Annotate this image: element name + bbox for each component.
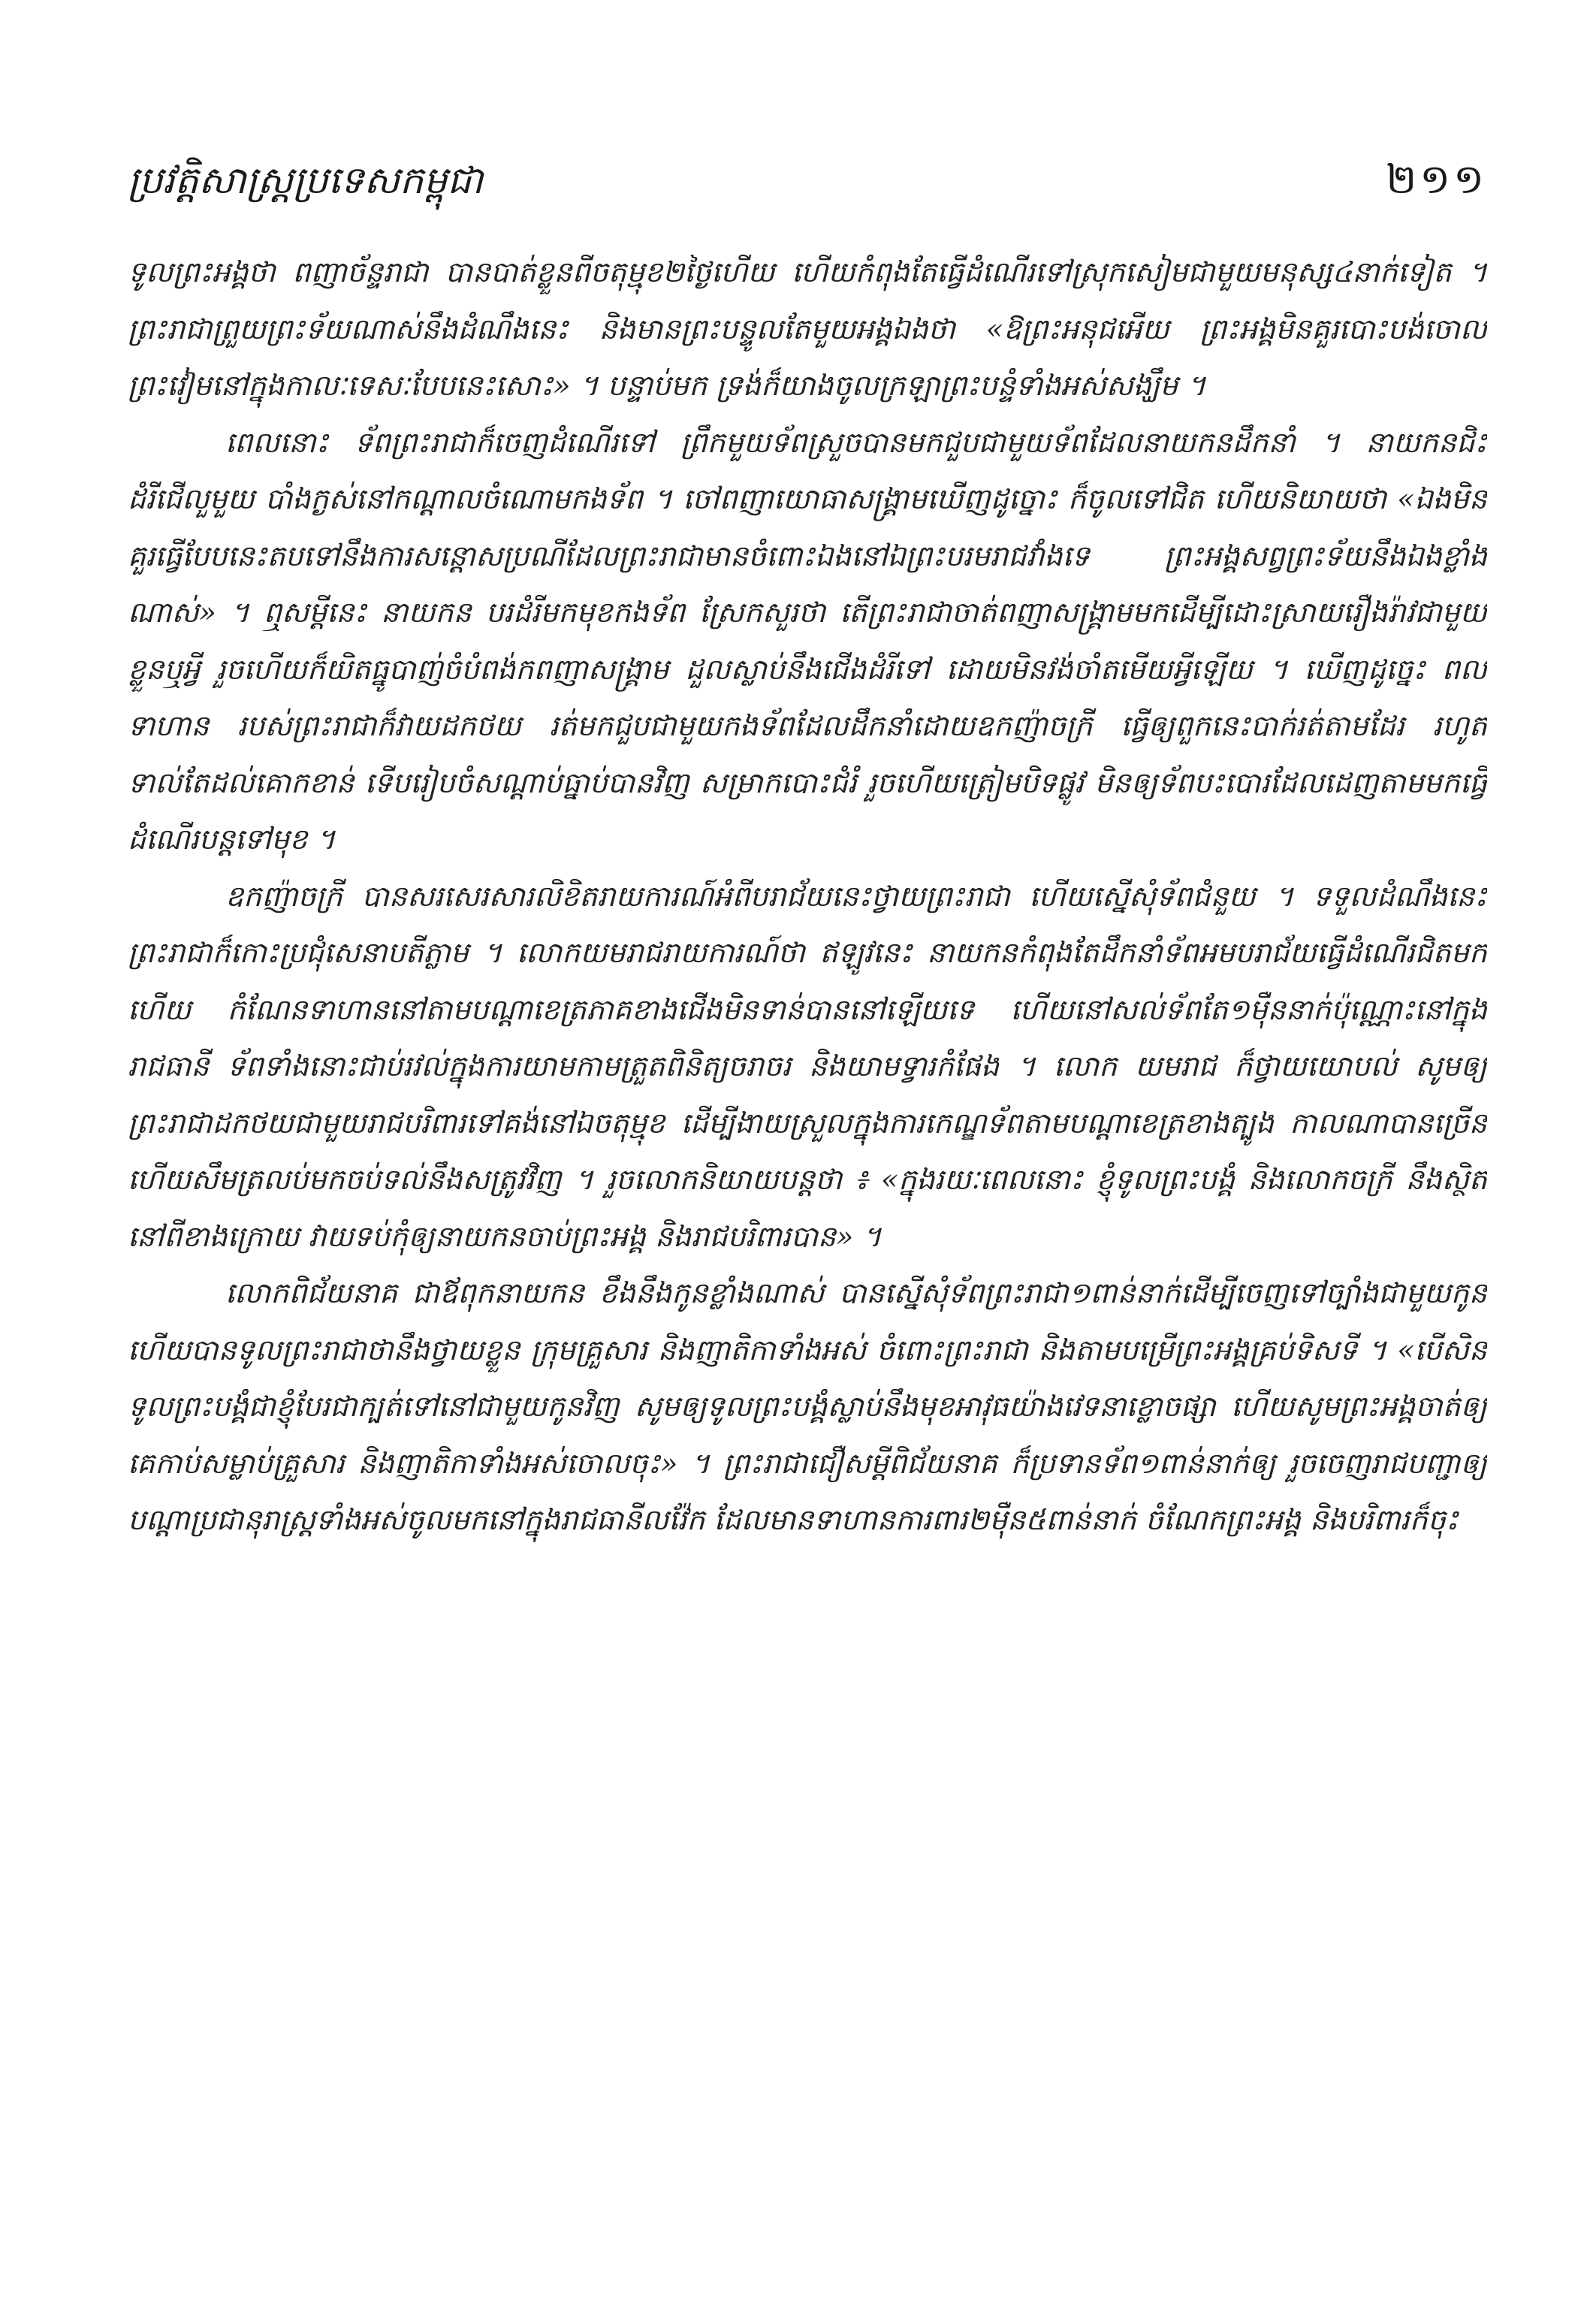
body-text [128, 244, 1487, 2167]
paragraph-2: ពេលនោះ ទ័ពព្រះរាជាក៏ចេញដំណើរទៅ ព្រឹកមួយទ័ពស្រួចបានមកជួបជាមួយទ័ពដែលនាយកនដឹកនាំ ។ នាយកនជិះដំរីជើលួមួយ បាំងក្ងស់នៅកណ្តាលចំណោមកងទ័ព ។ ចៅពញាយោធាសង្គ្រាមឃើញដូច្នោះ ក៏ចូលទៅជិត ហើយនិយាយថា «ឯងមិនគួរធ្វើបែបនេះតបទៅនឹងការសន្តោសប្រណីដែលព្រះរាជាមានចំពោះឯងនៅឯព្រះបរមរាជវាំងទេ ព្រះអង្គសព្វព្រះទ័យនឹងឯងខ្លាំងណាស់» ។ ឮសម្តីនេះ នាយកន បរដំរីមកមុខកងទ័ព ស្រែកសួរថា តើព្រះរាជាចាត់ពញាសង្គ្រាមមកដើម្បីដោះស្រាយរឿងរ៉ាវជាមួយខ្លួនឬអ្វី រួចហើយក៏យិតធ្នូបាញ់ចំបំពង់កពញាសង្គ្រាម ដួលស្លាប់នឹងជើងដំរីទៅ ដោយមិនវង់ចាំតមើយអ្វីឡើយ ។ ឃើញដូច្នេះ ពលទាហាន របស់ព្រះរាជាក៏វាយដកថយ រត់មកជួបជាមួយកងទ័ពដែលដឹកនាំដោយឧកញ៉ាចក្រី ធ្វើឲ្យពួកនេះបាក់រត់តាមដែរ រហូតទាល់តែដល់គោកខាន់ ទើបរៀបចំសណ្តាប់ធ្នាប់បានវិញ សម្រាកបោះជំរំ រួចហើយត្រៀមបិទផ្លូវ មិនឲ្យទ័ពបះបោរដែលដេញតាមមកធ្វើដំណើរបន្តទៅមុខ ។ [128, 425, 1487, 856]
paragraph-3: ឧកញ៉ាចក្រី បានសរសេរសារលិខិតរាយការណ៍អំពីបរាជ័យនេះថ្វាយព្រះរាជា ហើយស្នើសុំទ័ពជំនួយ ។ ទទួលដំណឹងនេះ ព្រះរាជាក៏កោះប្រជុំសេនាបតីភ្លាម ។ លោកយមរាជរាយការណ៍ថា ឥឡូវនេះ នាយកនកំពុងតែដឹកនាំទ័ពអមបរាជ័យធ្វើដំណើរជិតមកហើយ កំណែនទាហាននៅតាមបណ្តាខេត្រភាគខាងជើងមិនទាន់បាននៅឡើយទេ ហើយនៅសល់ទ័ពតែ១ម៉ឺននាក់ប៉ុណ្ណោះនៅក្នុងរាជធានី ទ័ពទាំងនោះជាប់រវល់ក្នុងការយាមកាមត្រួតពិនិត្យចរាចរ និងយាមទ្វារកំផែង ។ លោក យមរាជ ក៏ថ្វាយយោបល់ សូមឲ្យព្រះរាជាដកថយជាមួយរាជបរិពារទៅគង់នៅឯចតុម្មុខ ដើម្បីងាយស្រួលក្នុងការកេណ្ឌទ័ពតាមបណ្តាខេត្រខាងត្បូង កាលណាបានច្រើនហើយសឹមត្រលប់មកចប់ទល់នឹងសត្រូវវិញ ។ រួចលោកនិយាយបន្តថា ៖ «ក្នុងរយៈពេលនោះ ខ្ញុំទូលព្រះបង្គំ និងលោកចក្រី នឹងស្ថិតនៅពីខាងក្រោយ វាយទប់កុំឲ្យនាយកនចាប់ព្រះអង្គ និងរាជបរិពារបាន» ។ [128, 879, 1487, 1253]
running-header [128, 154, 1487, 214]
paragraph-4: លោកពិជ័យនាគ ជាឪពុកនាយកន ខឹងនឹងកូនខ្លាំងណាស់ បានស្នើសុំទ័ពព្រះរាជា១ពាន់នាក់ដើម្បីចេញទៅច្បាំងជាមួយកូន ហើយបានទូលព្រះរាជាថានឹងថ្វាយខ្លួន ក្រុមគ្រួសារ និងញាតិកាទាំងអស់ ចំពោះព្រះរាជា និងតាមបម្រើព្រះអង្គគ្រប់ទិសទី ។ «បើសិនទូលព្រះបង្គំជាខ្ញុំបែរជាក្បត់ទៅនៅជាមួយកូនវិញ សូមឲ្យទូលព្រះបង្គំស្លាប់នឹងមុខអាវុធយ៉ាងវេទនាខ្លោចផ្សា ហើយសូមព្រះអង្គចាត់ឲ្យគេកាប់សម្លាប់គ្រួសារ និងញាតិកាទាំងអស់ចោលចុះ» ។ ព្រះរាជាជឿសម្តីពិជ័យនាគ ក៏ប្រទានទ័ព១ពាន់នាក់ឲ្យ រួចចេញរាជបញ្ជាឲ្យបណ្តាប្រជានុរាស្ត្រទាំងអស់ចូលមកនៅក្នុងរាជធានីលវ៉ែក ដែលមានទាហានការពារ២ម៉ឺន៥ពាន់នាក់ ចំណែកព្រះអង្គ និងបរិពារក៏ចុះ [128, 1276, 1487, 1536]
paragraph-1: ទូលព្រះអង្គថា ពញាច័ន្ទរាជា បានបាត់ខ្លួនពីចតុម្មុខ២ថ្ងៃហើយ ហើយកំពុងតែធ្វើដំណើរទៅស្រុកសៀមជាមួយមនុស្ស៤នាក់ទៀត ។ ព្រះរាជាព្រួយព្រះទ័យណាស់នឹងដំណឹងនេះ និងមានព្រះបន្ទូលតែមួយអង្គឯងថា «ឱព្រះអនុជអើយ ព្រះអង្គមិនគួរបោះបង់ចោលព្រះវៀមនៅក្នុងកាលៈទេសៈបែបនេះសោះ» ។ បន្ទាប់មក ទ្រង់ក៏យាងចូលក្រឡាព្រះបន្ទំទាំងអស់សង្ឃឹម ។ [128, 255, 1487, 402]
book-title: ប្រវត្តិសាស្ត្រប្រទេសកម្ពុជា [128, 159, 484, 202]
page-number: ២១១ [1386, 156, 1487, 203]
